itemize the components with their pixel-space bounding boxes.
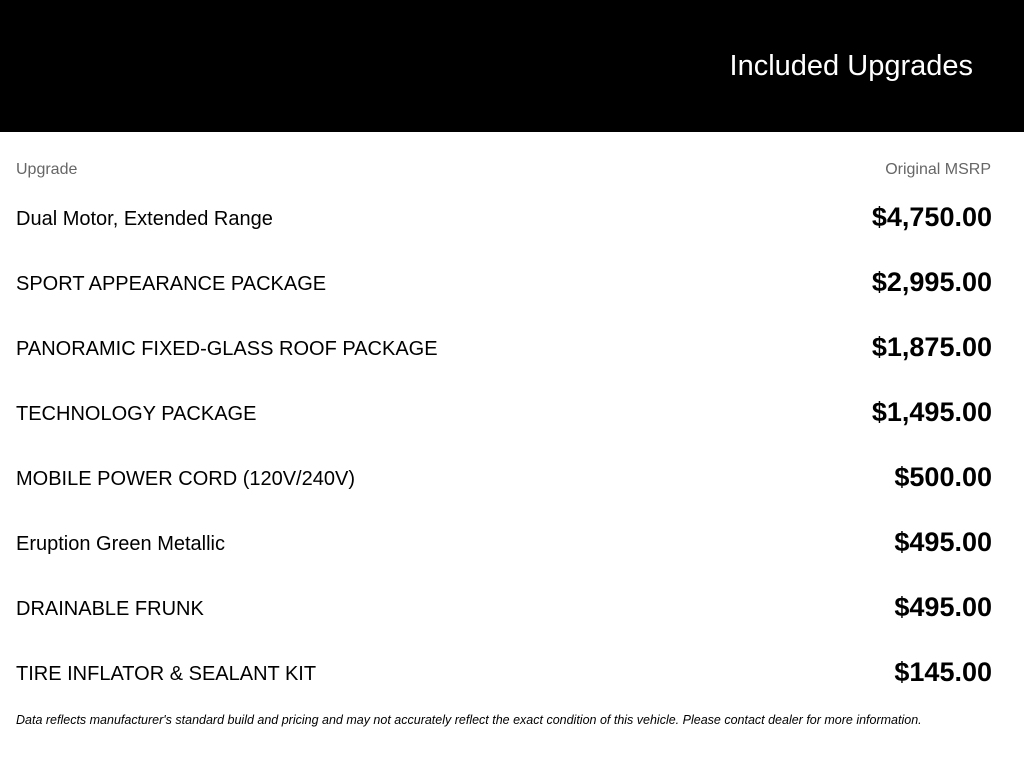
column-header-upgrade: Upgrade [16,161,78,178]
list-item [0,185,1024,250]
column-header-msrp: Original MSRP [885,161,991,178]
upgrade-price: $1,875.00 [871,332,992,362]
upgrades-list [0,185,1024,705]
upgrade-name: Eruption Green Metallic [16,533,225,555]
upgrade-name: PANORAMIC FIXED-GLASS ROOF PACKAGE [16,338,438,360]
upgrade-name: DRAINABLE FRUNK [16,598,204,620]
list-item [0,575,1024,640]
list-item [0,510,1024,575]
upgrade-name: Dual Motor, Extended Range [16,208,273,230]
list-item [0,380,1024,445]
header-bar [0,0,1024,132]
upgrade-price: $145.00 [894,657,992,687]
upgrade-price: $500.00 [894,462,992,492]
upgrade-name: TIRE INFLATOR & SEALANT KIT [16,663,317,685]
list-item [0,445,1024,510]
disclaimer-text: Data reflects manufacturer's standard build and pricing and may not accurately reflect the exact condition of this vehicle. Please contact dealer for more information. [16,713,922,727]
list-item [0,640,1024,705]
list-item [0,250,1024,315]
upgrade-price: $495.00 [894,527,992,557]
upgrade-price: $1,495.00 [871,397,992,427]
list-item [0,315,1024,380]
upgrade-name: SPORT APPEARANCE PACKAGE [16,273,327,295]
page-title: Included Upgrades [729,50,973,82]
upgrade-price: $495.00 [894,592,992,622]
upgrade-price: $2,995.00 [871,267,992,297]
upgrade-name: TECHNOLOGY PACKAGE [16,403,257,425]
upgrade-price: $4,750.00 [871,202,992,232]
upgrade-name: MOBILE POWER CORD (120V/240V) [16,468,355,490]
